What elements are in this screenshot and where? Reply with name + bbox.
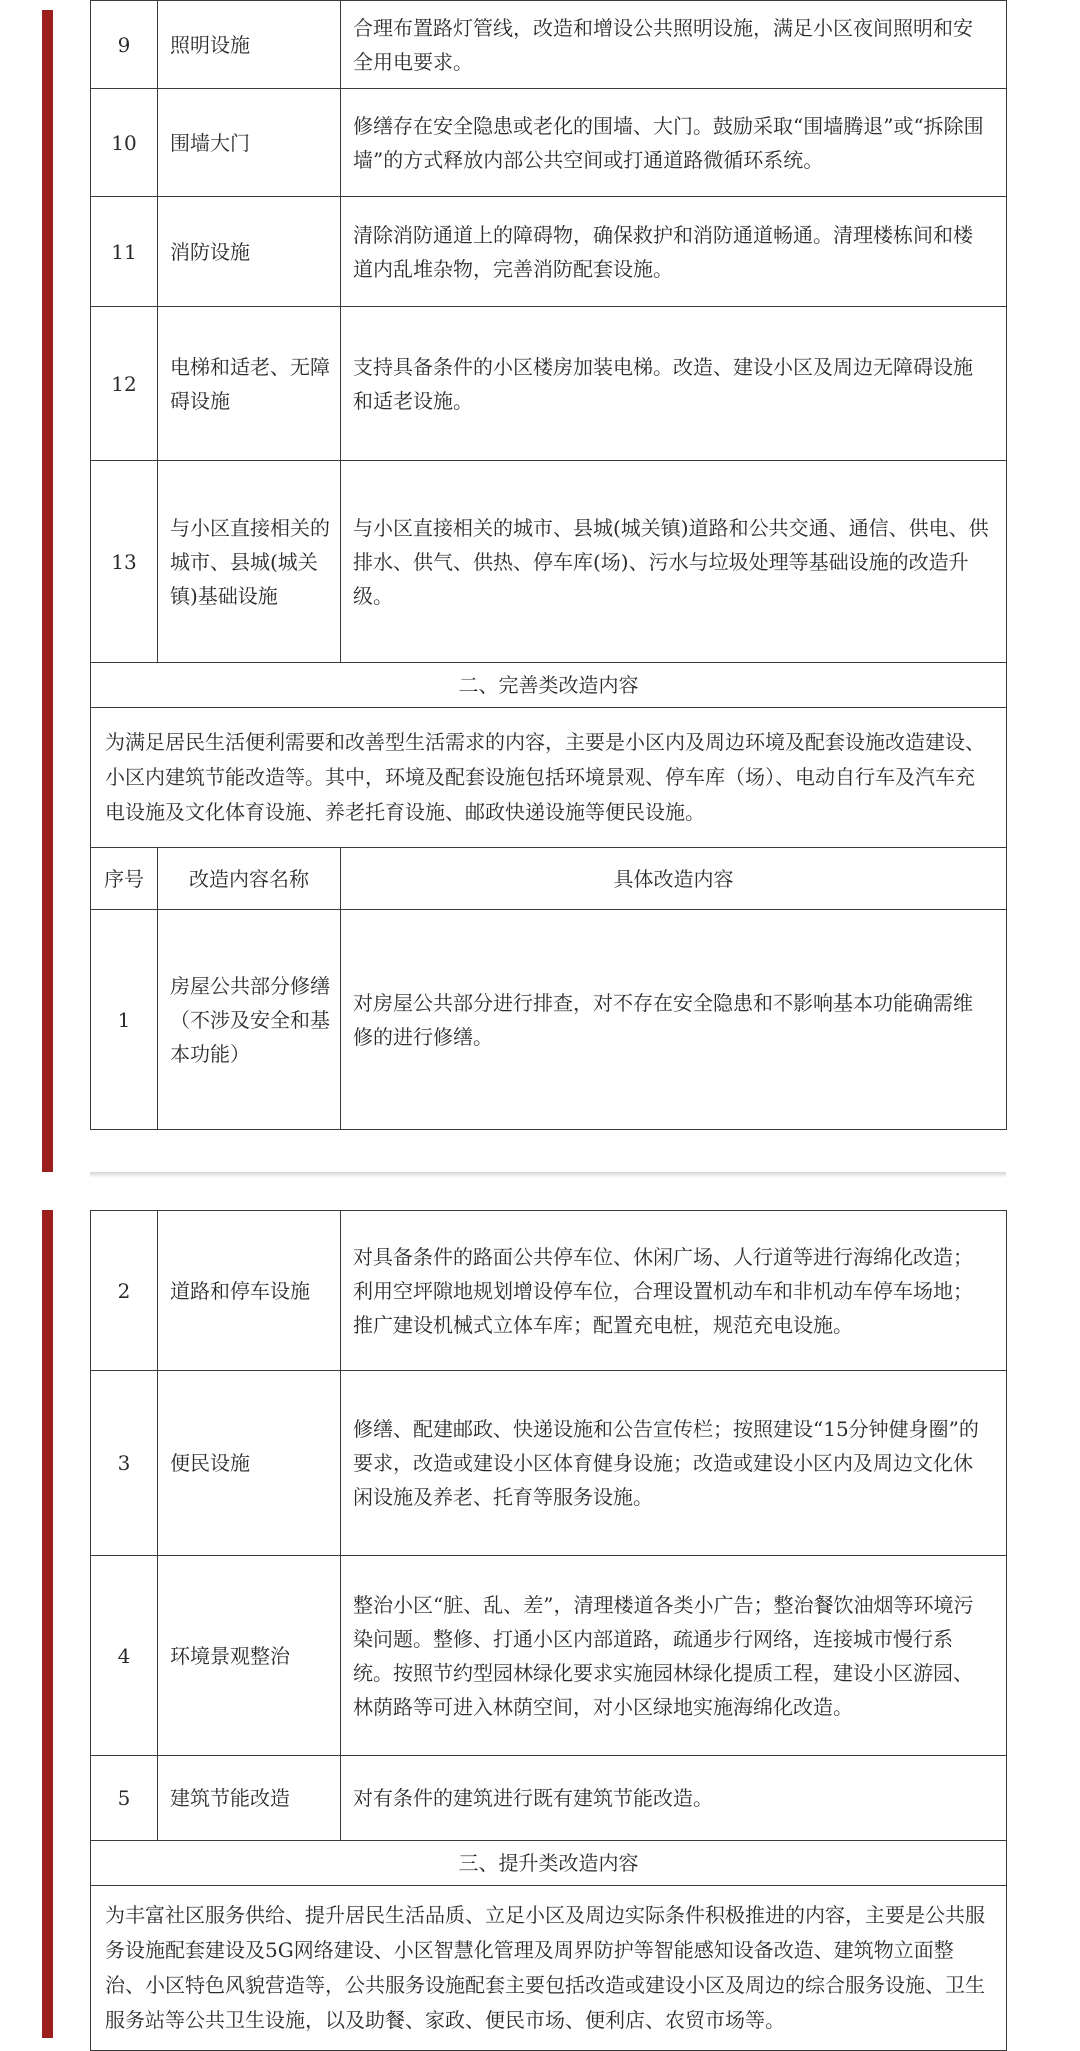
table-row [91,89,1007,197]
document-page-2 [90,1210,1006,2051]
row-number: 4 [91,1556,158,1756]
section-title-row [91,1841,1007,1886]
table-row [91,1371,1007,1556]
section-intro-row [91,708,1007,848]
section-title: 二、完善类改造内容 [91,663,1007,708]
item-description: 支持具备条件的小区楼房加装电梯。改造、建设小区及周边无障碍设施和适老设施。 [341,307,1007,461]
table-row [91,197,1007,307]
row-number: 10 [91,89,158,197]
table-row [91,910,1007,1130]
table-header-row [91,848,1007,910]
item-name: 消防设施 [158,197,341,307]
item-name: 道路和停车设施 [158,1211,341,1371]
header-name: 改造内容名称 [158,848,341,910]
item-description: 修缮、配建邮政、快递设施和公告宣传栏；按照建设“15分钟健身圈”的要求，改造或建设小区体育健身设施；改造或建设小区内及周边文化休闲设施及养老、托育等服务设施。 [341,1371,1007,1556]
section-title-row [91,663,1007,708]
item-description: 整治小区“脏、乱、差”，清理楼道各类小广告；整治餐饮油烟等环境污染问题。整修、打通小区内部道路，疏通步行网络，连接城市慢行系统。按照节约型园林绿化要求实施园林绿化提质工程，建设小区游园、林荫路等可进入林荫空间，对小区绿地实施海绵化改造。 [341,1556,1007,1756]
item-name: 环境景观整治 [158,1556,341,1756]
item-description: 修缮存在安全隐患或老化的围墙、大门。鼓励采取“围墙腾退”或“拆除围墙”的方式释放内部公共空间或打通道路微循环系统。 [341,89,1007,197]
row-number: 12 [91,307,158,461]
item-name: 房屋公共部分修缮（不涉及安全和基本功能） [158,910,341,1130]
renovation-table-part-1 [90,0,1007,1130]
header-description: 具体改造内容 [341,848,1007,910]
section-intro: 为满足居民生活便利需要和改善型生活需求的内容，主要是小区内及周边环境及配套设施改造建设、小区内建筑节能改造等。其中，环境及配套设施包括环境景观、停车库（场）、电动自行车及汽车充电设施及文化体育设施、养老托育设施、邮政快递设施等便民设施。 [91,708,1007,848]
renovation-table-part-2 [90,1210,1007,2051]
item-description: 清除消防通道上的障碍物，确保救护和消防通道畅通。清理楼栋间和楼道内乱堆杂物，完善消防配套设施。 [341,197,1007,307]
item-description: 对房屋公共部分进行排查，对不存在安全隐患和不影响基本功能确需维修的进行修缮。 [341,910,1007,1130]
section-intro-row [91,1886,1007,2051]
table-row [91,307,1007,461]
item-description: 对有条件的建筑进行既有建筑节能改造。 [341,1756,1007,1841]
row-number: 1 [91,910,158,1130]
row-number: 5 [91,1756,158,1841]
row-number: 13 [91,461,158,663]
item-name: 照明设施 [158,1,341,89]
table-row [91,1,1007,89]
table-row [91,461,1007,663]
item-name: 建筑节能改造 [158,1756,341,1841]
row-number: 9 [91,1,158,89]
item-description: 合理布置路灯管线，改造和增设公共照明设施，满足小区夜间照明和安全用电要求。 [341,1,1007,89]
item-name: 与小区直接相关的城市、县城(城关镇)基础设施 [158,461,341,663]
section-title: 三、提升类改造内容 [91,1841,1007,1886]
item-name: 电梯和适老、无障碍设施 [158,307,341,461]
document-page-1 [90,0,1006,1130]
table-row [91,1556,1007,1756]
row-number: 3 [91,1371,158,1556]
table-row [91,1211,1007,1371]
item-name: 便民设施 [158,1371,341,1556]
item-description: 与小区直接相关的城市、县城(城关镇)道路和公共交通、通信、供电、供排水、供气、供热、停车库(场)、污水与垃圾处理等基础设施的改造升级。 [341,461,1007,663]
section-intro: 为丰富社区服务供给、提升居民生活品质、立足小区及周边实际条件积极推进的内容，主要是公共服务设施配套建设及5G网络建设、小区智慧化管理及周界防护等智能感知设备改造、建筑物立面整治、小区特色风貌营造等，公共服务设施配套主要包括改造或建设小区及周边的综合服务设施、卫生服务站等公共卫生设施，以及助餐、家政、便民市场、便利店、农贸市场等。 [91,1886,1007,2051]
row-number: 2 [91,1211,158,1371]
row-number: 11 [91,197,158,307]
page-gap [0,1172,1080,1210]
item-description: 对具备条件的路面公共停车位、休闲广场、人行道等进行海绵化改造；利用空坪隙地规划增设停车位，合理设置机动车和非机动车停车场地；推广建设机械式立体车库；配置充电桩，规范充电设施。 [341,1211,1007,1371]
table-row [91,1756,1007,1841]
header-number: 序号 [91,848,158,910]
item-name: 围墙大门 [158,89,341,197]
left-accent-bar [42,10,53,2038]
